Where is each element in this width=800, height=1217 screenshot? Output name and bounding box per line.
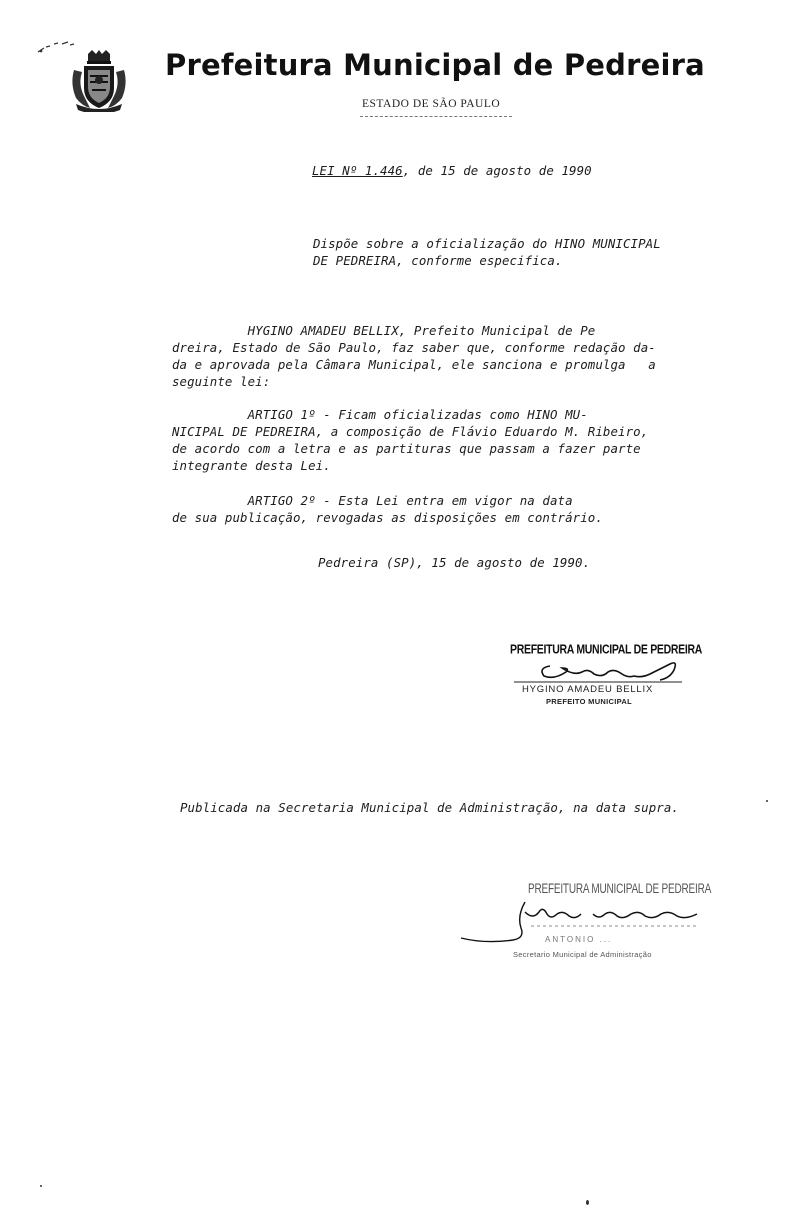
scan-speck: [766, 800, 768, 802]
article-1-line: NICIPAL DE PEDREIRA, a composição de Flávio Eduardo M. Ribeiro,: [172, 424, 649, 439]
article-1: [172, 406, 648, 474]
article-2: [172, 492, 603, 526]
law-ementa: [313, 235, 661, 269]
article-1-line: integrante desta Lei.: [172, 458, 331, 473]
preamble-line: dreira, Estado de São Paulo, faz saber que, conforme redação da-: [172, 340, 656, 355]
place-date: Pedreira (SP), 15 de agosto de 1990.: [318, 555, 591, 570]
ementa-line: Dispõe sobre a oficialização do HINO MUNICIPAL: [313, 236, 661, 251]
secretary-signature-block: [455, 880, 715, 970]
mayor-role: PREFEITO MUNICIPAL: [546, 697, 632, 706]
preamble-line: seguinte lei:: [172, 374, 271, 389]
article-1-line: de acordo com a letra e as partituras que passam a fazer parte: [172, 441, 641, 456]
secretary-stamp: PREFEITURA MUNICIPAL DE PEDREIRA: [528, 882, 712, 898]
article-2-line: de sua publicação, revogadas as disposições em contrário.: [172, 510, 603, 525]
mayor-signature-icon: [510, 654, 685, 684]
mayor-name: HYGINO AMADEU BELLIX: [522, 684, 654, 695]
ementa-line: DE PEDREIRA, conforme especifica.: [313, 253, 563, 268]
preamble-line: HYGINO AMADEU BELLIX, Prefeito Municipal de Pe: [172, 323, 596, 338]
municipal-crest-icon: [70, 50, 128, 112]
secretary-role: Secretario Municipal de Administração: [513, 950, 652, 959]
mayor-stamp: PREFEITURA MUNICIPAL DE PEDREIRA: [510, 642, 703, 657]
law-preamble: [172, 322, 656, 390]
mayor-signature-block: [490, 640, 703, 710]
article-2-line: ARTIGO 2º - Esta Lei entra em vigor na data: [172, 493, 573, 508]
law-heading: [312, 163, 592, 178]
page-title: Prefeitura Municipal de Pedreira: [165, 48, 705, 82]
scan-speck: [586, 1200, 589, 1205]
secretary-name: ANTONIO ...: [545, 935, 613, 944]
subtitle-underline: [360, 116, 512, 117]
law-date: , de 15 de agosto de 1990: [402, 163, 592, 178]
publication-note: Publicada na Secretaria Municipal de Administração, na data supra.: [180, 800, 679, 815]
state-subtitle: ESTADO DE SÃO PAULO: [362, 98, 501, 110]
scan-speck: [40, 1185, 42, 1187]
article-1-line: ARTIGO 1º - Ficam oficializadas como HINO MU-: [172, 407, 588, 422]
law-number: LEI Nº 1.446: [312, 163, 403, 178]
preamble-line: da e aprovada pela Câmara Municipal, ele sanciona e promulga a: [172, 357, 656, 372]
